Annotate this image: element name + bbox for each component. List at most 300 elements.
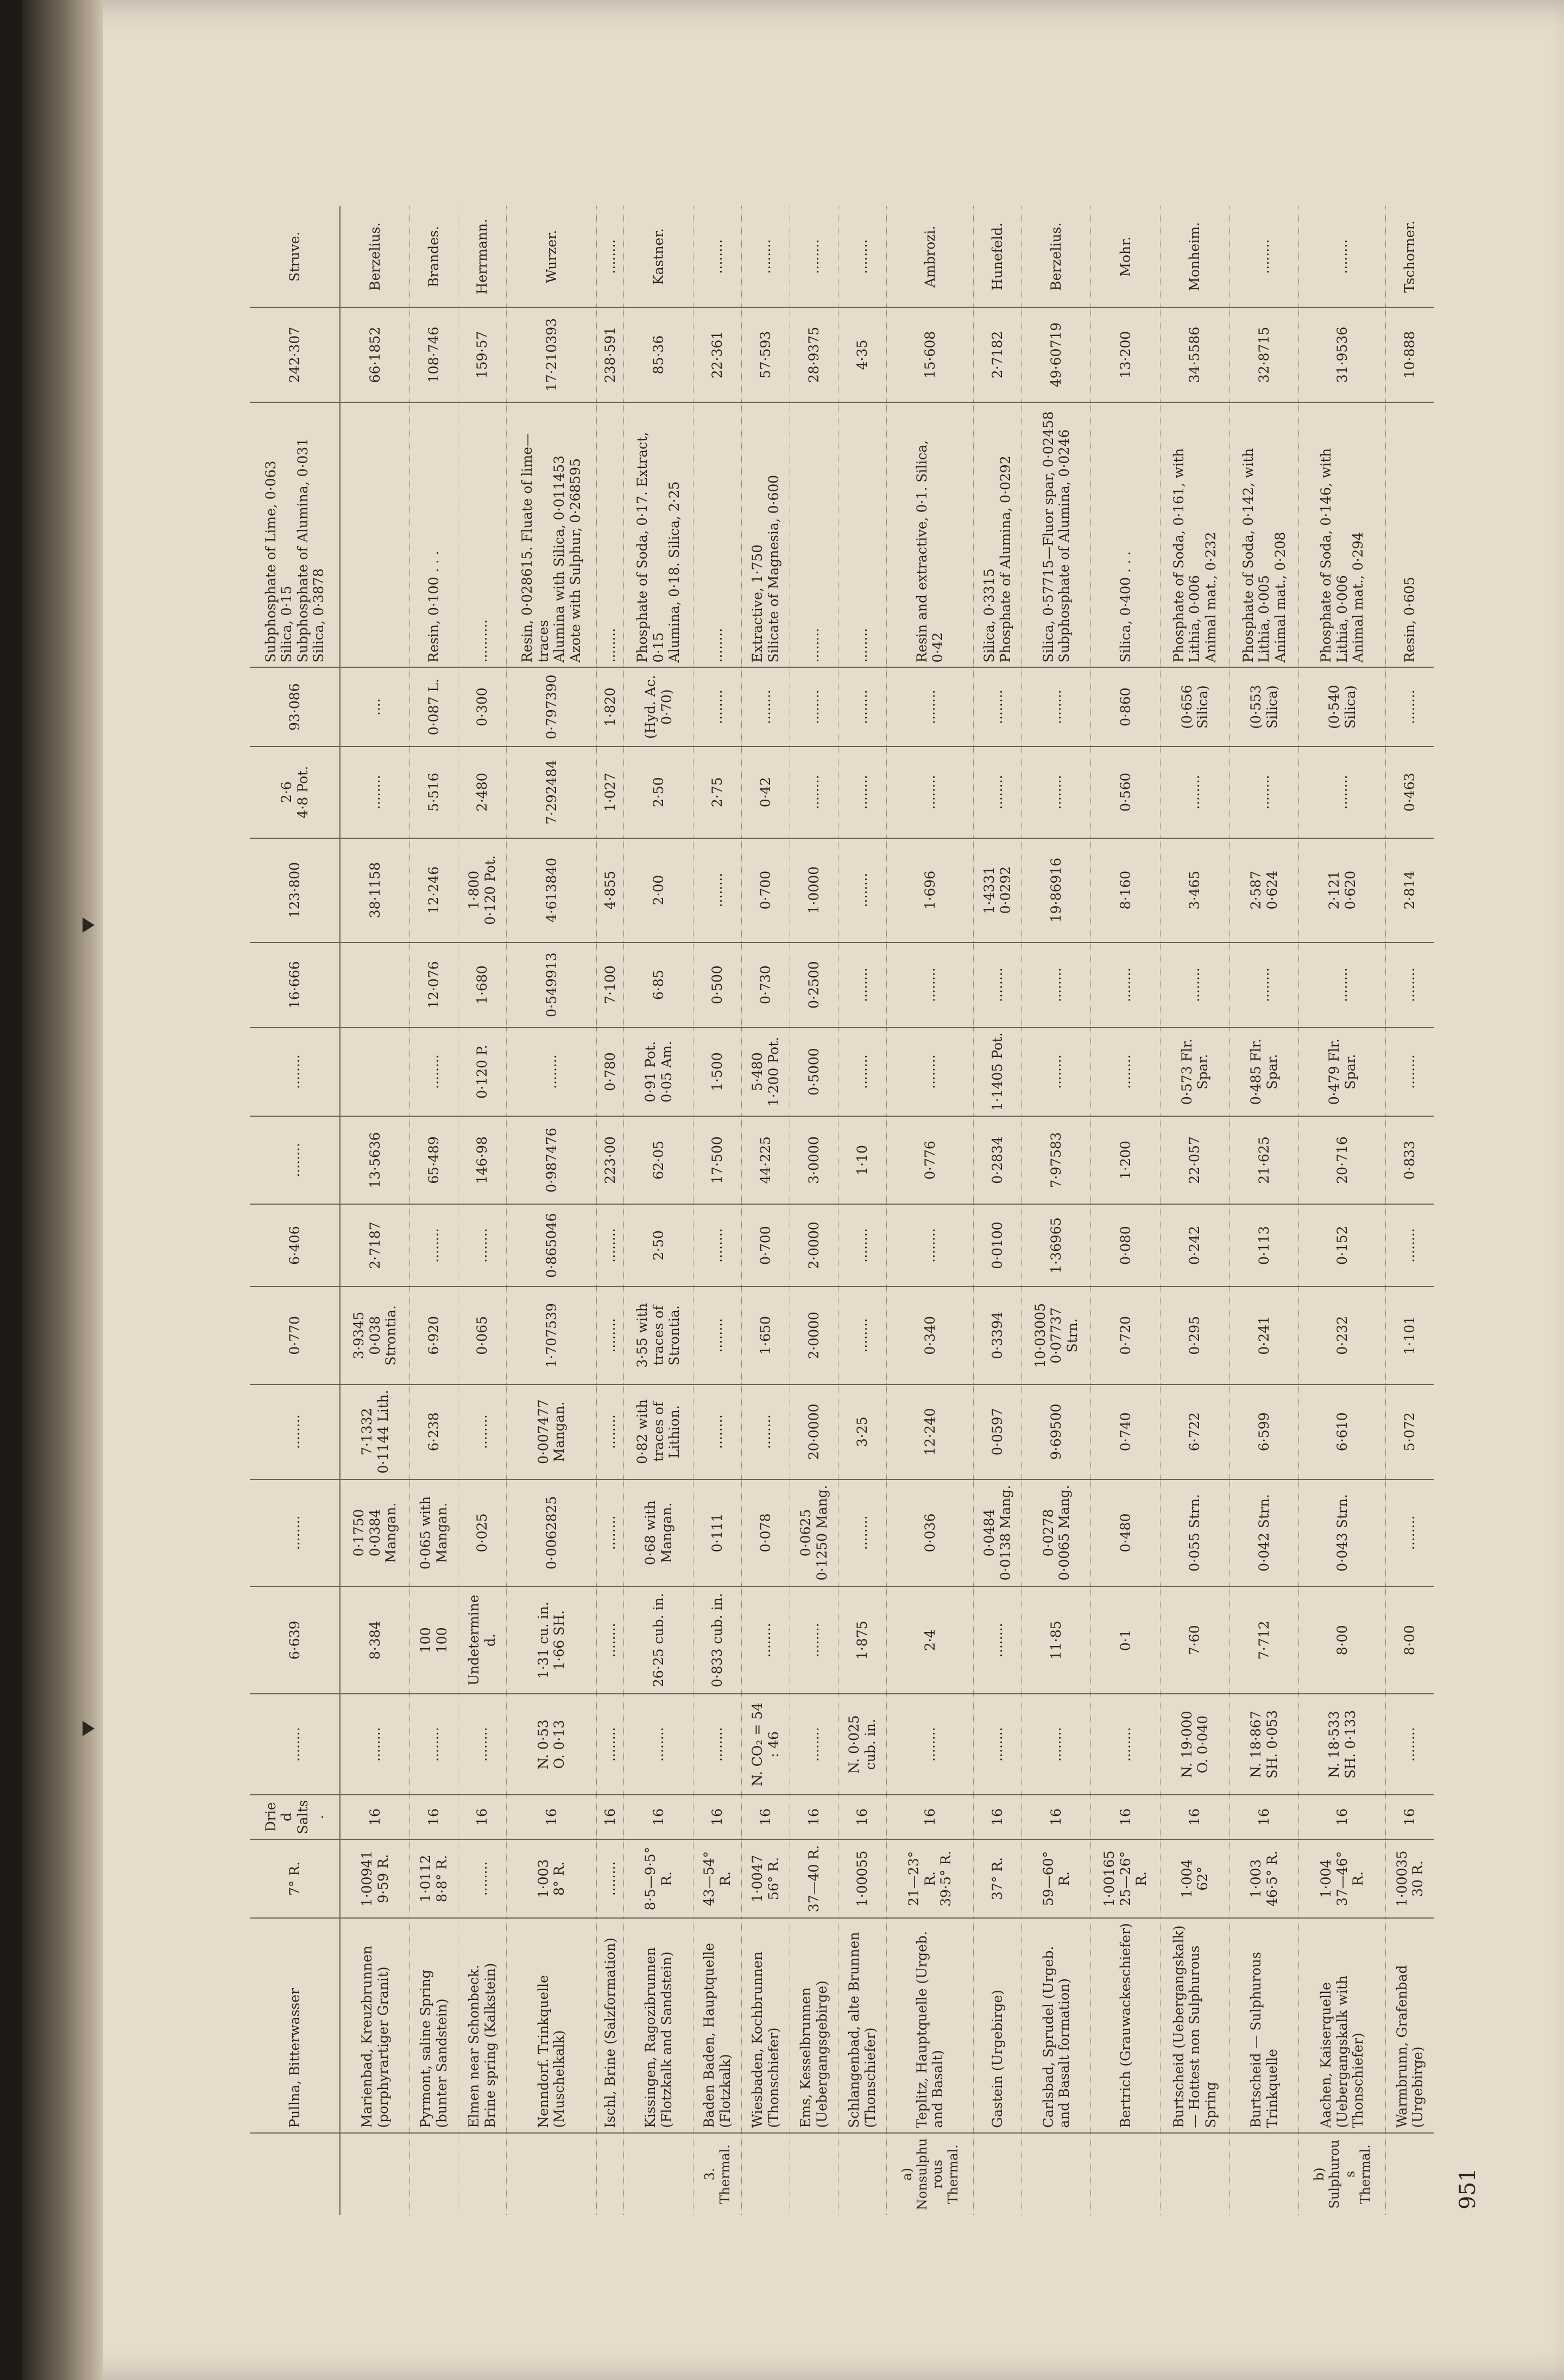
table-cell: ........ (838, 1204, 886, 1286)
table-cell: ........ (1229, 206, 1299, 307)
group-label (790, 2133, 838, 2215)
table-cell: 0·720 (1091, 1287, 1161, 1384)
group-label (1160, 2133, 1229, 2215)
table-cell: N. CO₂ = 54 : 46 (741, 1694, 790, 1795)
table-cell: 0·833 cub. in. (693, 1586, 741, 1694)
table-cell: 0·776 (886, 1116, 973, 1205)
table-cell: 16 (838, 1795, 886, 1839)
table-cell: ........ (1021, 1028, 1091, 1116)
table-cell: ........ (838, 206, 886, 307)
table-cell: .......... (458, 402, 506, 668)
margin-arrow-icon (83, 1721, 94, 1736)
table-cell: 108·746 (409, 307, 458, 402)
table-cell: 17·500 (693, 1116, 741, 1205)
table-cell: 16 (1091, 1795, 1161, 1839)
spring-name-cell: Carlsbad, Sprudel (Urgeb. and Basalt formation) (1021, 1918, 1091, 2133)
table-cell: 2·00 (624, 838, 693, 942)
table-cell: ........ (838, 667, 886, 746)
table-cell: 0·113 (1229, 1204, 1299, 1286)
table-cell: N. 19·000 O. 0·040 (1160, 1694, 1229, 1795)
table-cell: 13·200 (1091, 307, 1161, 402)
table-cell: ........ (693, 1204, 741, 1286)
table-cell: Resin, 0·100 . . . (409, 402, 458, 668)
table-cell: ........ (693, 1384, 741, 1479)
table-cell: 16 (973, 1795, 1021, 1839)
table-cell: ........ (838, 942, 886, 1028)
table-cell: ........ (1386, 1479, 1434, 1587)
table-cell: 16 (1299, 1795, 1386, 1839)
table-cell: 0·549913 (506, 942, 596, 1028)
table-cell: ........ (1021, 667, 1091, 746)
group-label (1229, 2133, 1299, 2215)
table-cell: 2·6 4·8 Pot. (250, 746, 340, 838)
table-cell: 0·91 Pot. 0·05 Am. (624, 1028, 693, 1116)
group-label (458, 2133, 506, 2215)
table-cell: 12·246 (409, 838, 458, 942)
table-cell: ........ (693, 838, 741, 942)
group-label (741, 2133, 790, 2215)
table-cell: ........ (1091, 942, 1161, 1028)
table-cell: ........ (1386, 1028, 1434, 1116)
table-cell: Wurzer. (506, 206, 596, 307)
table-cell: 2·0000 (790, 1287, 838, 1384)
table-cell: ........ (693, 206, 741, 307)
table-cell: ........ (1386, 1204, 1434, 1286)
table-cell: 0·833 (1386, 1116, 1434, 1205)
table-cell: 0·120 P. (458, 1028, 506, 1116)
table-cell: ........ (458, 1694, 506, 1795)
table-row (1386, 206, 1434, 2215)
table-cell: 2·480 (458, 746, 506, 838)
table-cell: 0·295 (1160, 1287, 1229, 1384)
table-cell: 85·36 (624, 307, 693, 402)
table-cell: ........ (973, 1694, 1021, 1795)
table-row (741, 206, 790, 2215)
table-cell: 238·591 (597, 307, 624, 402)
table-cell: 16 (458, 1795, 506, 1839)
table-cell: 1·500 (693, 1028, 741, 1116)
table-cell: ........ (838, 1479, 886, 1587)
spring-name-cell: Gastein (Urgebirge) (973, 1918, 1021, 2133)
table-cell: 123·800 (250, 838, 340, 942)
table-cell: 1·696 (886, 838, 973, 942)
table-cell: 0·485 Flr. Spar. (1229, 1028, 1299, 1116)
table-cell: 43—54° R. (693, 1839, 741, 1918)
page-binding-shadow (22, 0, 103, 2380)
table-cell: Phosphate of Soda, 0·146, with Lithia, 0·006 Animal mat., 0·294 (1299, 402, 1386, 668)
table-cell: 13·5636 (340, 1116, 409, 1205)
table-cell: ........ (973, 942, 1021, 1028)
table-cell: Resin, 0·028615. Fluate of lime—traces Alumina with Silica, 0·011453 Azote with Sulphur, 0·268595 (506, 402, 596, 668)
table-cell: ........ (1021, 746, 1091, 838)
table-cell: ........ (624, 1694, 693, 1795)
table-row (790, 206, 838, 2215)
table-cell: 6·85 (624, 942, 693, 1028)
mineral-water-analysis-table (250, 206, 1434, 2215)
table-cell: ........ (741, 1384, 790, 1479)
table-cell: 7·1332 0·1144 Lith. (340, 1384, 409, 1479)
table-cell: 1·31 cu. in. 1·66 SH. (506, 1586, 596, 1694)
table-cell: ........ (741, 1586, 790, 1694)
table-cell: 0·780 (597, 1028, 624, 1116)
table-cell: 4·855 (597, 838, 624, 942)
table-cell: 0·036 (886, 1479, 973, 1587)
table-cell: 1·0000 (790, 838, 838, 942)
table-cell: 0·770 (250, 1287, 340, 1384)
table-cell: 16·666 (250, 942, 340, 1028)
table-cell: ........ (250, 1694, 340, 1795)
table-cell: N. 0·025 cub. in. (838, 1694, 886, 1795)
table-cell: ........ (1386, 942, 1434, 1028)
table-cell: 3·0000 (790, 1116, 838, 1205)
table-cell: ........ (790, 1586, 838, 1694)
table-cell: 100 100 (409, 1586, 458, 1694)
spring-name-cell: Teplitz, Hauptquelle (Urgeb. and Basalt) (886, 1918, 973, 2133)
table-cell: 0·700 (741, 1204, 790, 1286)
table-cell: N. 0·53 O. 0·13 (506, 1694, 596, 1795)
table-cell: Ambrozi. (886, 206, 973, 307)
table-cell: ........ (409, 1028, 458, 1116)
table-cell: 0·987476 (506, 1116, 596, 1205)
table-cell: Brandes. (409, 206, 458, 307)
table-cell: Hunefeld. (973, 206, 1021, 307)
table-cell: 15·608 (886, 307, 973, 402)
table-cell: 0·078 (741, 1479, 790, 1587)
table-cell: 2·7182 (973, 307, 1021, 402)
group-label (1021, 2133, 1091, 2215)
table-cell: ........ (1091, 1028, 1161, 1116)
table-cell: 2·50 (624, 1204, 693, 1286)
table-cell: 1·10 (838, 1116, 886, 1205)
table-cell: 9·69500 (1021, 1384, 1091, 1479)
table-cell: 8·00 (1386, 1586, 1434, 1694)
table-cell: 1·003 8° R. (506, 1839, 596, 1918)
table-cell: ........ (838, 838, 886, 942)
table-row (1021, 206, 1091, 2215)
table-cell: 16 (409, 1795, 458, 1839)
table-cell: 1·200 (1091, 1116, 1161, 1205)
table-cell: 7·712 (1229, 1586, 1299, 1694)
table-cell: 1·00055 (838, 1839, 886, 1918)
table-cell: 21·625 (1229, 1116, 1299, 1205)
table-cell: 6·610 (1299, 1384, 1386, 1479)
table-cell: ........ (790, 746, 838, 838)
spring-name-cell: Kissingen, Ragozibrunnen (Flotzkalk and Sandstein) (624, 1918, 693, 2133)
table-cell: 0·080 (1091, 1204, 1161, 1286)
table-cell: 1·003 46·5° R. (1229, 1839, 1299, 1918)
table-cell: 2·7187 (340, 1204, 409, 1286)
table-row (1091, 206, 1161, 2215)
table-cell: Extractive, 1·750 Silicate of Magnesia, 0·600 (741, 402, 790, 668)
table-cell: 26·25 cub. in. (624, 1586, 693, 1694)
table-cell: ........ (250, 1384, 340, 1479)
table-cell: 16 (886, 1795, 973, 1839)
table-cell: 0·111 (693, 1479, 741, 1587)
table-cell: 22·361 (693, 307, 741, 402)
table-cell: ........ (1229, 942, 1299, 1028)
table-cell: ........ (250, 1028, 340, 1116)
table-cell: 93·086 (250, 667, 340, 746)
table-cell: 0·2834 (973, 1116, 1021, 1205)
table-cell: ........ (741, 206, 790, 307)
table-cell: ........ (340, 1694, 409, 1795)
table-cell: ........ (597, 1586, 624, 1694)
table-cell: ........ (838, 1287, 886, 1384)
table-row (506, 206, 596, 2215)
table-cell: 62·05 (624, 1116, 693, 1205)
table-cell: 12·240 (886, 1384, 973, 1479)
table-cell: Pullna, Bitterwasser (250, 1918, 340, 2133)
table-cell: ........ (506, 1028, 596, 1116)
table-cell: 7° R. (250, 1839, 340, 1918)
group-label (973, 2133, 1021, 2215)
table-cell: Berzelius. (1021, 206, 1091, 307)
table-cell: 65·489 (409, 1116, 458, 1205)
table-cell: 223·00 (597, 1116, 624, 1205)
table-cell: ........ (458, 1384, 506, 1479)
table-cell: 0·007477 Mangan. (506, 1384, 596, 1479)
table-row (693, 206, 741, 2215)
table-cell: 3·55 with traces of Strontia. (624, 1287, 693, 1384)
table-row (597, 206, 624, 2215)
table-cell: Berzelius. (340, 206, 409, 307)
table-cell: 6·920 (409, 1287, 458, 1384)
table-cell: 0·0484 0·0138 Mang. (973, 1479, 1021, 1587)
table-cell: ........ (838, 402, 886, 668)
spring-name-cell: Nenndorf. Trinkquelle (Muschelkalk) (506, 1918, 596, 2133)
table-cell: 2·0000 (790, 1204, 838, 1286)
table-cell: 0·0062825 (506, 1479, 596, 1587)
spring-name-cell: Pyrmont, saline Spring (bunter Sandstein) (409, 1918, 458, 2133)
table-cell (340, 1028, 409, 1116)
table-cell: 2·4 (886, 1586, 973, 1694)
table-cell: 0·2500 (790, 942, 838, 1028)
table-cell: 1·0047 56° R. (741, 1839, 790, 1918)
table-cell: ........ (741, 667, 790, 746)
table-cell: Herrmann. (458, 206, 506, 307)
table-cell: 1·4331 0·0292 (973, 838, 1021, 942)
table-cell: 1·680 (458, 942, 506, 1028)
table-cell: ........ (693, 402, 741, 668)
table-cell: 1·00035 30 R. (1386, 1839, 1434, 1918)
table-cell: 0·242 (1160, 1204, 1229, 1286)
table-cell: 16 (741, 1795, 790, 1839)
table-cell: 0·3394 (973, 1287, 1021, 1384)
table-row (1299, 206, 1386, 2215)
table-cell: ........ (1386, 667, 1434, 746)
table-cell: ........ (886, 667, 973, 746)
table-cell: 37—40 R. (790, 1839, 838, 1918)
group-label: 3. Thermal. (693, 2133, 741, 2215)
table-cell: 0·797390 (506, 667, 596, 746)
table-cell: (Hyd. Ac. 0·70) (624, 667, 693, 746)
table-cell: ........ (886, 1204, 973, 1286)
table-cell: 10·03005 0·07737 Strn. (1021, 1287, 1091, 1384)
table-cell: ........ (597, 402, 624, 668)
table-cell: Kastner. (624, 206, 693, 307)
table-cell: 0·1 (1091, 1586, 1161, 1694)
table-cell: 16 (340, 1795, 409, 1839)
margin-arrow-icon (83, 917, 94, 933)
table-cell: ........ (597, 206, 624, 307)
table-cell: 21—23° R. 39·5° R. (886, 1839, 973, 1918)
table-cell: 28·9375 (790, 307, 838, 402)
table-cell: 0·700 (741, 838, 790, 942)
table-cell: 0·740 (1091, 1384, 1161, 1479)
table-cell: 8·5—9·5° R. (624, 1839, 693, 1918)
table-cell: ........ (597, 1479, 624, 1587)
table-cell: ........ (597, 1839, 624, 1918)
table-cell (340, 402, 409, 668)
spring-name-cell: Ems, Kesselbrunnen (Uebergangsgebirge) (790, 1918, 838, 2133)
table-cell: 0·479 Flr. Spar. (1299, 1028, 1386, 1116)
table-cell: ........ (597, 1204, 624, 1286)
table-cell: 31·9536 (1299, 307, 1386, 402)
table-cell: 16 (597, 1795, 624, 1839)
table-cell: 0·5000 (790, 1028, 838, 1116)
table-cell: ........ (973, 1586, 1021, 1694)
table-cell: Struve. (250, 206, 340, 307)
table-cell: 6·722 (1160, 1384, 1229, 1479)
table-cell: ........ (790, 1694, 838, 1795)
table-cell: 0·065 (458, 1287, 506, 1384)
table-cell: N. 18·533 SH. 0·133 (1299, 1694, 1386, 1795)
spring-name-cell: Aachen, Kaiserquelle (Uebergangskalk with Thonschiefer) (1299, 1918, 1386, 2133)
spring-name-cell: Bertrich (Grauwackeschiefer) (1091, 1918, 1161, 2133)
table-cell: ........ (458, 1204, 506, 1286)
table-cell: 0·340 (886, 1287, 973, 1384)
table-cell: ........ (886, 1028, 973, 1116)
table-cell: 8·160 (1091, 838, 1161, 942)
table-cell: N. 18·867 SH. 0·053 (1229, 1694, 1299, 1795)
table-cell: 38·1158 (340, 838, 409, 942)
table-cell: 5·480 1·200 Pot. (741, 1028, 790, 1116)
table-cell: 5·516 (409, 746, 458, 838)
table-cell: 1·1405 Pot. (973, 1028, 1021, 1116)
table-cell: 0·560 (1091, 746, 1161, 838)
table-cell: 17·210393 (506, 307, 596, 402)
table-cell: 0·0597 (973, 1384, 1021, 1479)
table-cell: 3·9345 0·038 Strontia. (340, 1287, 409, 1384)
table-cell: 22·057 (1160, 1116, 1229, 1205)
spring-name-cell: Elmen near Schonbeck. Brine spring (Kalkstein) (458, 1918, 506, 2133)
table-cell: 1·707539 (506, 1287, 596, 1384)
table-cell: 1·650 (741, 1287, 790, 1384)
spring-name-cell: Schlangenbad, alte Brunnen (Thonschiefer) (838, 1918, 886, 2133)
table-cell: Phosphate of Soda, 0·161, with Lithia, 0·006 Animal mat., 0·232 (1160, 402, 1229, 668)
table-cell: 1·820 (597, 667, 624, 746)
spring-name-cell: Ischl, Brine (Salzformation) (597, 1918, 624, 2133)
table-cell: 3·25 (838, 1384, 886, 1479)
table-cell: Resin, 0·605 (1386, 402, 1434, 668)
table-cell: ........ (790, 667, 838, 746)
table-cell: Monheim. (1160, 206, 1229, 307)
table-cell: Silica, 0·400 . . . (1091, 402, 1161, 668)
table-cell: 0·055 Strn. (1160, 1479, 1229, 1587)
table-cell: 0·042 Strn. (1229, 1479, 1299, 1587)
group-label: b) Sulphurous Thermal. (1299, 2133, 1386, 2215)
spring-name-cell: Burtscheid (Uebergangskalk) — Hottest non Sulphurous Spring (1160, 1918, 1229, 2133)
table-cell: 66·1852 (340, 307, 409, 402)
table-cell: 32·8715 (1229, 307, 1299, 402)
table-cell: (0·553 Silica) (1229, 667, 1299, 746)
table-cell: Tschorner. (1386, 206, 1434, 307)
table-cell: 8·384 (340, 1586, 409, 1694)
table-cell: 2·121 0·620 (1299, 838, 1386, 942)
table-cell: ........ (838, 1028, 886, 1116)
rotated-table-wrapper (250, 206, 1488, 2215)
table-cell: 0·0278 0·0065 Mang. (1021, 1479, 1091, 1587)
table-cell: 0·42 (741, 746, 790, 838)
table-cell: 16 (1160, 1795, 1229, 1839)
table-cell: 1·875 (838, 1586, 886, 1694)
table-row (973, 206, 1021, 2215)
table-cell: ........ (693, 1694, 741, 1795)
table-cell: Mohr. (1091, 206, 1161, 307)
table-cell: 0·730 (741, 942, 790, 1028)
table-cell: Phosphate of Soda, 0·17. Extract, 0·15 Alumina, 0·18. Silica, 2·25 (624, 402, 693, 668)
table-cell: .... (340, 667, 409, 746)
table-cell: 20·716 (1299, 1116, 1386, 1205)
table-cell: 2·50 (624, 746, 693, 838)
table-cell (340, 942, 409, 1028)
table-cell: ........ (1160, 746, 1229, 838)
table-cell: ........ (886, 942, 973, 1028)
table-cell: 0·087 L. (409, 667, 458, 746)
table-cell: 10·888 (1386, 307, 1434, 402)
table-cell: 59—60° R. (1021, 1839, 1091, 1918)
table-cell: ........ (409, 1204, 458, 1286)
table-cell: 12·076 (409, 942, 458, 1028)
table-cell: 16 (1229, 1795, 1299, 1839)
table-cell: ........ (973, 746, 1021, 838)
table-cell: 1·101 (1386, 1287, 1434, 1384)
table-cell: ........ (838, 746, 886, 838)
table-cell: 4·35 (838, 307, 886, 402)
group-label (838, 2133, 886, 2215)
table-cell: 242·307 (250, 307, 340, 402)
table-cell: ........ (973, 667, 1021, 746)
table-cell: Silica, 0·57715—Fluor spar, 0·02458 Subphosphate of Alumina, 0·0246 (1021, 402, 1091, 668)
table-cell: 8·00 (1299, 1586, 1386, 1694)
table-cell: ........ (250, 1116, 340, 1205)
table-cell: 0·025 (458, 1479, 506, 1587)
table-row (250, 206, 340, 2215)
table-cell: 2·814 (1386, 838, 1434, 942)
table-cell: 0·500 (693, 942, 741, 1028)
table-cell: (0·656 Silica) (1160, 667, 1229, 746)
group-label (409, 2133, 458, 2215)
group-label: a) Nonsulphurous Thermal. (886, 2133, 973, 2215)
table-cell: ........ (1386, 1694, 1434, 1795)
table-row (1229, 206, 1299, 2215)
table-cell: Subphosphate of Lime, 0·063 Silica, 0·15 Subphosphate of Alumina, 0·031 Silica, 0·3878 (250, 402, 340, 668)
table-cell: ........ (693, 667, 741, 746)
table-cell: 0·232 (1299, 1287, 1386, 1384)
spring-name-cell: Warmbrunn, Grafenbad (Urgebirge) (1386, 1918, 1434, 2133)
table-cell: ........ (1021, 942, 1091, 1028)
table-cell: 16 (693, 1795, 741, 1839)
table-cell: 6·639 (250, 1586, 340, 1694)
table-cell: Silica, 0·3315 Phosphate of Alumina, 0·0292 (973, 402, 1021, 668)
table-cell: 44·225 (741, 1116, 790, 1205)
table-cell: ........ (1021, 1694, 1091, 1795)
table-cell: ........ (597, 1384, 624, 1479)
group-label (506, 2133, 596, 2215)
table-cell: (0·540 Silica) (1299, 667, 1386, 746)
spring-name-cell: Marienbad, Kreuzbrunnen (porphyrartiger Granit) (340, 1918, 409, 2133)
table-cell: ........ (886, 746, 973, 838)
